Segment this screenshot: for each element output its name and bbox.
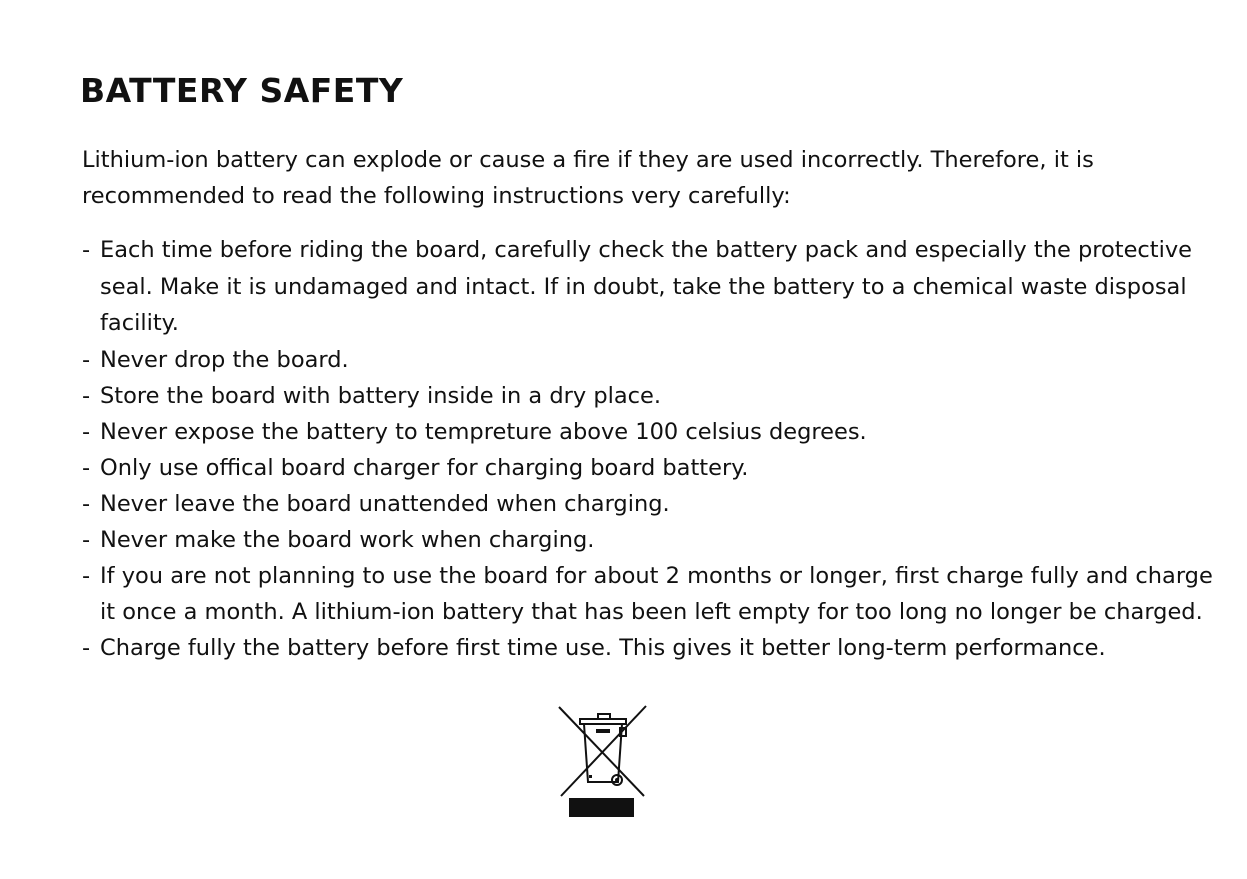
list-item-text: Each time before riding the board, carefully check the battery pack and especially the protective seal. Make it is undamaged and intact. If in doubt, take the battery to a chemical waste disposal facility. — [100, 237, 1193, 336]
list-item-text: Never drop the board. — [100, 346, 349, 373]
list-dash: - — [82, 237, 91, 263]
list-item-text: Store the board with battery inside in a dry place. — [100, 382, 662, 409]
list-item — [82, 522, 1222, 558]
bin-slot — [596, 729, 610, 733]
list-item-text: Never leave the board unattended when charging. — [100, 490, 670, 517]
list-item — [82, 414, 1222, 450]
list-item-text: If you are not planning to use the board for about 2 months or longer, first charge fully and charge it once a month. A lithium-ion battery that has been left empty for too long no longer be charged. — [100, 562, 1213, 625]
instruction-list — [82, 232, 1222, 666]
bin-wheel-hub — [615, 778, 619, 782]
list-item — [82, 558, 1222, 630]
list-item-text: Charge fully the battery before first time use. This gives it better long-term performance. — [100, 634, 1106, 661]
list-dash: - — [82, 634, 91, 661]
list-dash: - — [82, 454, 91, 481]
list-dash: - — [82, 490, 91, 517]
list-item-text: Never expose the battery to tempreture above 100 celsius degrees. — [100, 418, 867, 445]
list-dash: - — [82, 346, 91, 373]
bin-foot — [589, 775, 592, 778]
list-dash: - — [82, 418, 91, 445]
list-dash: - — [82, 562, 91, 589]
list-item-text: Only use offical board charger for charging board battery. — [100, 454, 749, 481]
list-item — [82, 630, 1222, 666]
page-title: BATTERY SAFETY — [80, 71, 404, 110]
list-item-text: Never make the board work when charging. — [100, 526, 595, 553]
bin-black-bar — [569, 798, 634, 817]
list-dash: - — [82, 526, 91, 553]
list-item — [82, 378, 1222, 414]
list-item — [82, 486, 1222, 522]
list-item — [82, 232, 1222, 342]
list-item — [82, 450, 1222, 486]
list-dash: - — [82, 382, 91, 409]
crossed-out-wheelie-bin-icon — [556, 704, 650, 818]
intro-paragraph: Lithium-ion battery can explode or cause a fire if they are used incorrectly. Therefore, it is recommended to read the following instructions very carefully: — [82, 147, 1094, 209]
list-item — [82, 342, 1222, 378]
